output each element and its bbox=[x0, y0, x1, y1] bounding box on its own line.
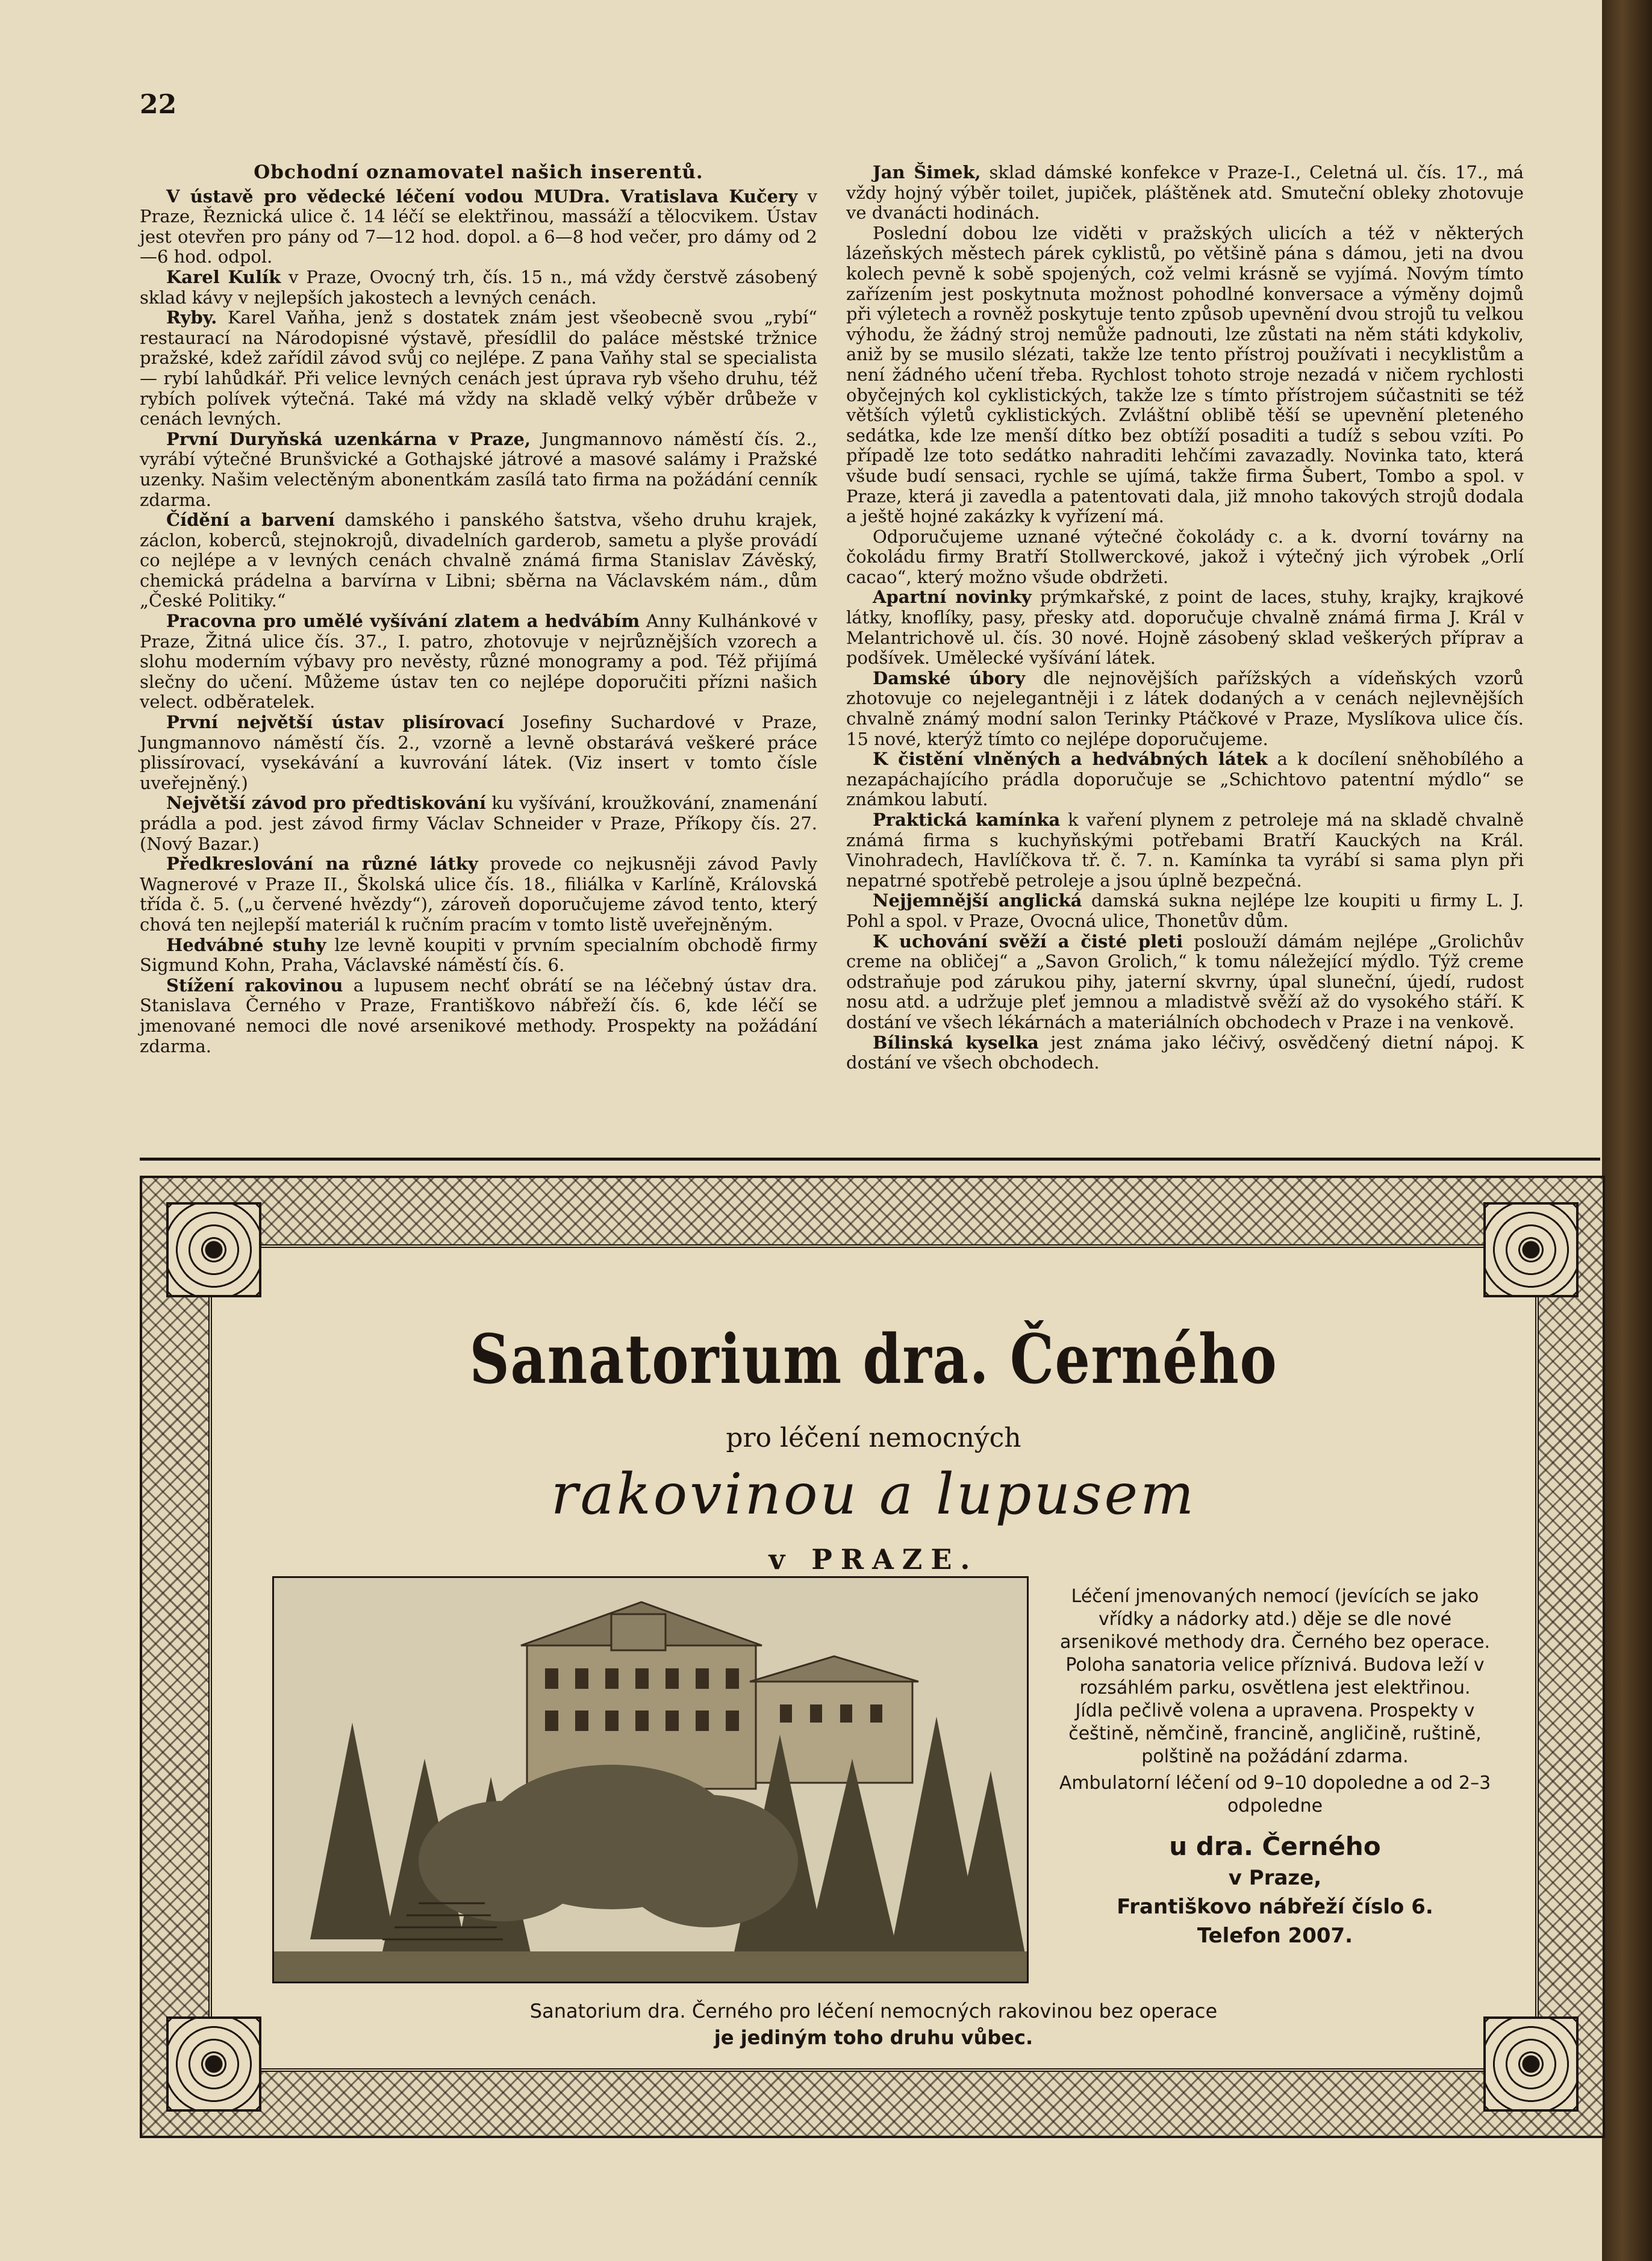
notice-text: damského i panského šatstva, všeho druhu krajek, záclon, koberců, stejnokrojů, divadelních garderob, sametu a plyše provádí co nejlépe a v levných cenách chvalně známá firma Stanislav Závěský, chemická prádelna a barvírna v Libni; sběrna na Václavském nám., dům „České Politiky.“ bbox=[140, 510, 818, 611]
notice-paragraph bbox=[846, 163, 1524, 223]
ornament-corner-icon bbox=[166, 2016, 261, 2112]
notice-paragraph bbox=[140, 935, 817, 976]
notice-paragraph bbox=[140, 976, 817, 1056]
notice-text: prýmkařské, z point de laces, stuhy, krajky, krajkové látky, knoflíky, pasy, přesky atd. doporučuje chvalně známá firma J. Král v Melantrichově ul. čís. 30 nové. Hojně zásobený sklad veškerých příprav a podšívek. Umělecké vyšívání látek. bbox=[846, 587, 1524, 669]
notice-paragraph bbox=[140, 429, 817, 510]
notice-paragraph bbox=[140, 308, 817, 429]
notice-paragraph bbox=[140, 611, 817, 713]
ad-address-city: v Praze, bbox=[1228, 1866, 1322, 1890]
notice-text: provede co nejkusněji závod Pavly Wagnerové v Praze II., Školská ulice čís. 18., filiálka v Karlíně, Královská třída č. 5. („u červené hvězdy“), zároveň doporučujeme závod tento, který chová ten nejlepší materiál k ručním pracím v tomto listě uveřejněným. bbox=[140, 853, 817, 935]
notice-text: Odporučujeme uznané výtečné čokolády c. a k. dvorní továrny na čokoládu firmy Bratří Stollwerckové, jakož i výtečný jich výrobek „Orlí cacao“, který možno všude obdržeti. bbox=[846, 526, 1524, 587]
notice-paragraph bbox=[140, 793, 817, 854]
ornament-corner-icon bbox=[1483, 1202, 1579, 1297]
ornament-corner-icon bbox=[166, 1202, 261, 1297]
right-column bbox=[846, 163, 1524, 1073]
sanatorium-building-icon bbox=[274, 1578, 1027, 1982]
notice-text: Anny Kulhánkové v Praze, Žitná ulice čís. 37., I. patro, zhotovuje v nejrůznějších vzorech a slohu moderním výbavy pro nevěsty, různé monogramy a pod. Též přijímá slečny do učení. Můžeme ústav ten co nejlépe doporučiti přízni našich velect. odběratelek. bbox=[140, 611, 817, 713]
notice-lead: Největší závod pro předtiskování bbox=[166, 793, 487, 814]
notice-paragraph bbox=[846, 810, 1524, 891]
notice-lead: První Duryňská uzenkárna v Praze, bbox=[166, 428, 531, 449]
notice-paragraph bbox=[846, 891, 1524, 931]
left-column bbox=[140, 163, 817, 1056]
notice-text: a lupusem nechť obrátí se na léčebný ústav dra. Stanislava Černého v Praze, Františkovo nábřeží čís. 6, kde léčí se jmenované nemoci dle nové arsenikové methody. Prospekty na požádání zdarma. bbox=[140, 975, 818, 1056]
notice-text: Josefiny Suchardové v Praze, Jungmannovo náměstí čís. 2., vzorně a levně obstarává veškeré práce plissírovací, vysekávání a kuvrování látek. (Viz insert v tomto čísle uveřejněný.) bbox=[140, 712, 817, 793]
binding-edge bbox=[1602, 0, 1652, 2261]
notice-lead: Damské úbory bbox=[873, 667, 1026, 688]
notice-text: ku vyšívání, kroužkování, znamenání prádla a pod. jest závod firmy Václav Schneider v Praze, Příkopy čís. 27. (Nový Bazar.) bbox=[140, 793, 817, 854]
notice-lead: První největší ústav plisírovací bbox=[166, 712, 504, 733]
notice-paragraph bbox=[846, 223, 1524, 527]
ad-inner-frame bbox=[208, 1244, 1539, 2072]
notice-text: damská sukna nejlépe lze koupiti u firmy L. J. Pohl a spol. v Praze, Ovocná ulice, Thonetův dům. bbox=[846, 890, 1524, 931]
ad-body: Léčení jmenovaných nemocí (jevících se jako vřídky a nádorky atd.) děje se dle nové arsenikové methody dra. Černého bez operace. Poloha sanatoria velice příznivá. Budova leží v rozsáhlém parku, osvětlena jest elektřinou. Jídla pečlivě volena a upravena. Prospekty v češtině, němčině, francině, angličině, ruštině, polštině na požádání zdarma. bbox=[1060, 1586, 1490, 1767]
notice-paragraph bbox=[140, 713, 817, 793]
notice-lead: Praktická kamínka bbox=[873, 809, 1061, 830]
notice-lead: K uchování svěží a čisté pleti bbox=[873, 931, 1183, 952]
notice-lead: K čistění vlněných a hedvábných látek bbox=[873, 749, 1268, 770]
notice-text: lze levně koupiti v prvním specialním obchodě firmy Sigmund Kohn, Praha, Václavské náměstí čís. 6. bbox=[140, 934, 817, 976]
page-number: 22 bbox=[140, 89, 177, 120]
notice-text: a k docílení sněhobílého a nezapáchajícího prádla doporučuje se „Schichtovo patentní mýdlo“ se známkou labutí. bbox=[846, 749, 1524, 810]
notice-lead: Hedvábné stuhy bbox=[166, 934, 326, 955]
ornament-corner-icon bbox=[1483, 2016, 1579, 2112]
notice-paragraph bbox=[140, 854, 817, 935]
notice-text: v Praze, Řeznická ulice č. 14 léčí se elektřinou, massáží a tělocvikem. Ústav jest otevřen pro pány od 7—12 hod. dopol. a 6—8 hod večer, pro dámy od 2—6 hod. odpol. bbox=[140, 186, 817, 267]
notice-text: Poslední dobou lze viděti v pražských ulicích a též v některých lázeňských městech párek cyklistů, po většině pána s dámou, jeti na dvou kolech pevně k sobě spojených, což velmi krásně se vyjímá. Novým tímto zařízením jest poskytnuta možnost pohodlné konversace a výměny dojmů při výletech a rovněž poskytuje tento způsob upevnění dvou strojů tu velkou výhodu, že žádný stroj nemůže padnouti, lze zůstati na něm státi kdykoliv, aniž by se musilo slézati, takže lze tento přístroj používati i necyklistům a není žádného učení třeba. Rychlost tohoto stroje nezadá v ničem rychlosti obyčejných kol cyklistických, takže lze s tímto přístrojem súčastniti se též větších výletů cyklistických. Zvláštní oblibě těší se upevnění pleteného sedátka, kde lze menší dítko bez obtíží posaditi a tudíž s sebou vzíti. Po případě lze toto sedátko nahraditi lehčími zavazadly. Novinka tato, která všude budí sensaci, rychle se ujímá, takže firma Šubert, Tombo a spol. v Praze, která ji zavedla a patentovati dala, již mnoho takových strojů dodala a ještě hojné zakázky k vyřízení má. bbox=[846, 222, 1524, 527]
ad-footer bbox=[212, 1998, 1535, 2051]
ad-description bbox=[1058, 1585, 1492, 1950]
ad-address-street: Františkovo nábřeží číslo 6. bbox=[1117, 1895, 1433, 1919]
notice-text: dle nejnovějších pařížských a vídeňských vzorů zhotovuje co nejelegantněji i z látek dodaných a v cenách nejlevnějších chvalně známý modní salon Terinky Ptáčkové v Praze, Myslíkova ulice čís. 15 nové, kterýž tímto co nejlépe doporučujeme. bbox=[846, 667, 1524, 749]
notice-lead: Ryby. bbox=[166, 307, 217, 328]
ad-footer-emphasis: je jediným toho druhu vůbec. bbox=[714, 2026, 1033, 2049]
notice-text: k vaření plynem z petroleje má na skladě chvalně známá firma s kuchyňskými potřebami Bratří Kauckých na Král. Vinohradech, Havlíčkova tř. č. 7. n. Kamínka ta vyrábí si sama plyn při nepatrné spotřebě petroleje a jsou úplně bezpečná. bbox=[846, 809, 1524, 891]
section-divider bbox=[140, 1158, 1600, 1161]
ad-phone: Telefon 2007. bbox=[1197, 1924, 1353, 1948]
ad-subtitle: pro léčení nemocných bbox=[726, 1423, 1021, 1453]
notice-paragraph bbox=[846, 527, 1524, 588]
notice-text: Jungmannovo náměstí čís. 2., vyrábí výtečné Brunšvické a Gothajské játrové a masové salámy i Pražské uzenky. Našim velectěným abonentkám zasílá tato firma na požádání cenník zdarma. bbox=[140, 428, 818, 510]
notice-paragraph bbox=[846, 1033, 1524, 1073]
column-heading: Obchodní oznamovatel našich inserentů. bbox=[254, 161, 703, 183]
notice-text: jest známa jako léčivý, osvědčený dietní nápoj. K dostání ve všech obchodech. bbox=[846, 1032, 1524, 1073]
notice-text: sklad dámské konfekce v Praze-I., Celetná ul. čís. 17., má vždy hojný výběr toilet, jupiček, pláštěnek atd. Smuteční obleky zhotovuje ve dvanácti hodinách. bbox=[846, 162, 1524, 223]
notice-paragraph bbox=[140, 267, 817, 308]
notice-lead: Čídění a barvení bbox=[166, 510, 335, 531]
notice-lead: Pracovna pro umělé vyšívání zlatem a hedvábím bbox=[166, 611, 640, 632]
right-paragraphs bbox=[846, 163, 1524, 1073]
notice-paragraph bbox=[140, 187, 817, 267]
notice-text: Karel Vaňha, jenž s dostatek znám jest všeobecně svou „rybí“ restaurací na Národopisné výstavě, přesídlil do paláce městské tržnice pražské, kdež zařídil závod svůj co nejlépe. Z pana Vaňhy stal se specialista — rybí lahůdkář. Při velice levných cenách jest úprava ryb všeho druhu, též rybích polívek výtečná. Také má vždy na skladě velký výběr drůbeže v cenách levných. bbox=[140, 307, 817, 429]
left-paragraphs bbox=[140, 187, 817, 1057]
ad-subtitle-italic: rakovinou a lupusem bbox=[550, 1462, 1197, 1527]
notice-lead: Karel Kulík bbox=[166, 266, 281, 287]
ad-footer-line: Sanatorium dra. Černého pro léčení nemocných rakovinou bez operace bbox=[529, 2000, 1218, 2022]
notice-lead: V ústavě pro vědecké léčení vodou MUDra. Vratislava Kučery bbox=[166, 186, 798, 207]
notice-lead: Apartní novinky bbox=[873, 587, 1032, 608]
notice-paragraph bbox=[846, 932, 1524, 1033]
sanatorium-engraving bbox=[272, 1576, 1029, 1983]
notice-text: poslouží dámám nejlépe „Grolichův creme na obličej“ a „Savon Grolich,“ k tomu náležející mýdlo. Týž creme odstraňuje pod zárukou pihy, jaterní skvrny, úpal sluneční, újedí, rudost nosu atd. a udržuje pleť jemnou a mladistvě svěží až do vysokého stáří. K dostání ve všech lékárnách a materiálních obchodech v Praze i na venkově. bbox=[846, 931, 1524, 1032]
notice-lead: Stížení rakovinou bbox=[166, 975, 343, 996]
notice-lead: Jan Šimek, bbox=[873, 162, 981, 182]
notice-lead: Předkreslování na různé látky bbox=[166, 853, 478, 875]
ad-ambulatory-hours: Ambulatorní léčení od 9–10 dopoledne a od 2–3 odpoledne bbox=[1059, 1773, 1491, 1817]
notice-paragraph bbox=[846, 587, 1524, 668]
sanatorium-advertisement bbox=[140, 1176, 1605, 2138]
notice-text: v Praze, Ovocný trh, čís. 15 n., má vždy čerstvě zásobený sklad kávy v nejlepších jakostech a levných cenách. bbox=[140, 266, 818, 308]
ad-address-name: u dra. Černého bbox=[1169, 1832, 1381, 1861]
notice-lead: Bílinská kyselka bbox=[873, 1032, 1039, 1053]
notice-paragraph bbox=[846, 669, 1524, 749]
notice-paragraph bbox=[140, 510, 817, 611]
notice-lead: Nejjemnější anglická bbox=[873, 890, 1082, 911]
ad-location: v PRAZE. bbox=[768, 1543, 979, 1576]
ad-title: Sanatorium dra. Černého bbox=[469, 1320, 1278, 1399]
notice-paragraph bbox=[846, 749, 1524, 810]
